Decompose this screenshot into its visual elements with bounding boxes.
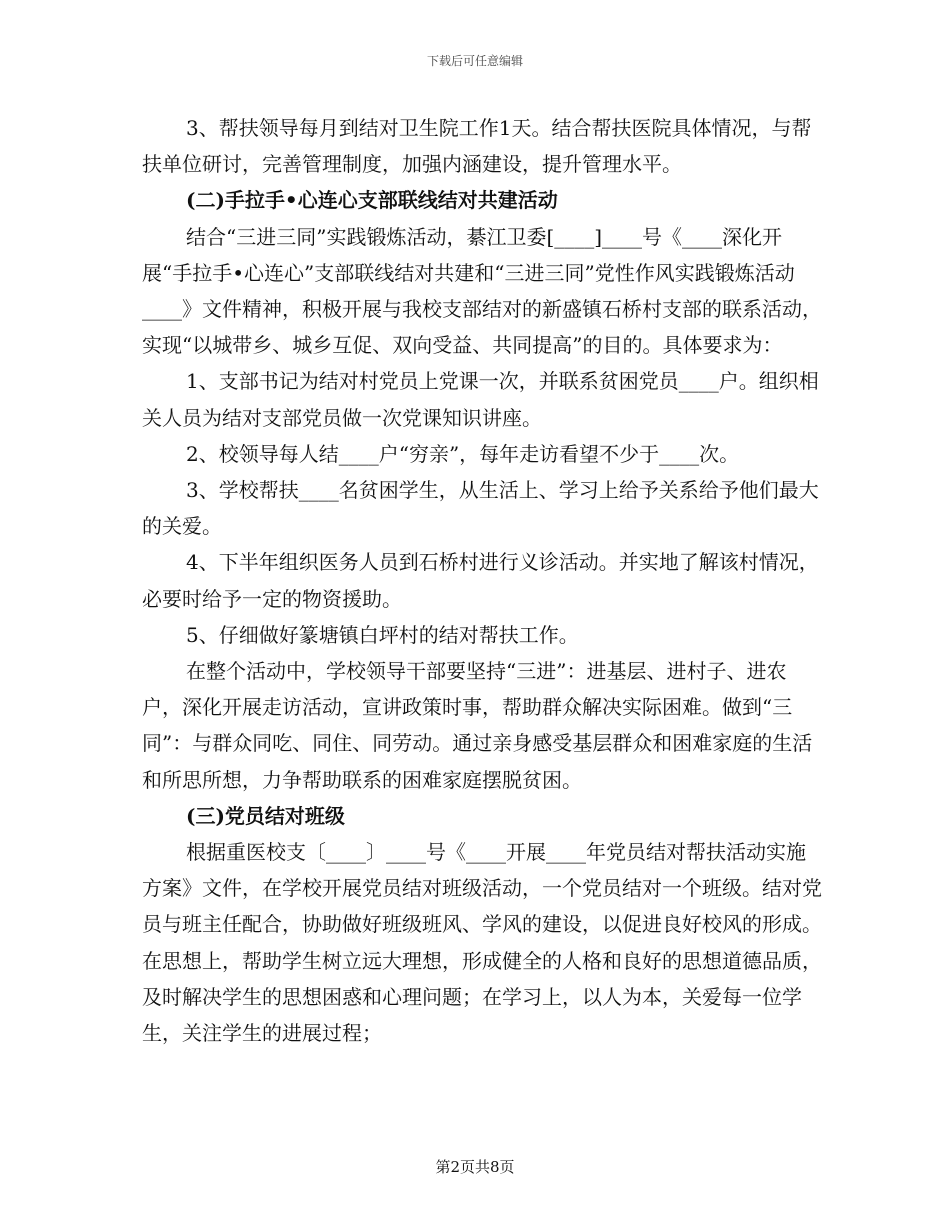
paragraph-three-jin: 在整个活动中，学校领导干部要坚持“三进”：进基层、进村子、进农户，深化开展走访活动，宣讲政策时事，帮助群众解决实际困难。做到“三同”：与群众同吃、同住、同劳动。通过亲身感受基层群众和困难家庭的生活和所思所想，力争帮助联系的困难家庭摆脱贫困。: [142, 659, 813, 792]
page-header: 下载后可任意编辑: [426, 54, 523, 68]
paragraph-req-5: 5、仔细做好篆塘镇白坪村的结对帮扶工作。: [186, 622, 579, 647]
section-heading-3: (三)党员结对班级: [186, 803, 345, 828]
paragraph-req-2: 2、校领导每人结____户“穷亲”，每年走访看望不少于____次。: [186, 441, 740, 466]
section-heading-2: (二)手拉手•心连心支部联线结对共建活动: [186, 188, 558, 213]
document-body: [142, 110, 822, 1051]
paragraph-intro: 结合“三进三同”实践锻炼活动，綦江卫委[____]____号《____深化开展“手拉手•心连心”支部联线结对共建和“三进三同”党性作风实践锻炼活动____》文件精神，积极开展与我校支部结对的新盛镇石桥村支部的联系活动，实现“以城带乡、城乡互促、双向受益、共同提高”的目的。具体要求为：: [142, 224, 822, 358]
paragraph-req-4: 4、下半年组织医务人员到石桥村进行义诊活动。并实地了解该村情况，必要时给予一定的物资援助。: [142, 550, 819, 611]
paragraph-class-pairing: 根据重医校支〔____〕____号《____开展____年党员结对帮扶活动实施方案》文件，在学校开展党员结对班级活动，一个党员结对一个班级。结对党员与班主任配合，协助做好班级班风、学风的建设，以促进良好校风的形成。在思想上，帮助学生树立远大理想，形成健全的人格和良好的思想道德品质，及时解决学生的思想困惑和心理问题；在学习上，以人为本，关爱每一位学生，关注学生的进展过程；: [142, 840, 822, 1046]
paragraph-req-1: 1、支部书记为结对村党员上党课一次，并联系贫困党员____户。组织相关人员为结对支部党员做一次党课知识讲座。: [142, 369, 819, 430]
paragraph-item-3: 3、帮扶领导每月到结对卫生院工作1天。结合帮扶医院具体情况，与帮扶单位研讨，完善管理制度，加强内涵建设，提升管理水平。: [142, 116, 812, 177]
paragraph-req-3: 3、学校帮扶____名贫困学生，从生活上、学习上给予关系给予他们最大的关爱。: [142, 478, 819, 539]
page-footer: 第2页共8页: [435, 1158, 515, 1176]
